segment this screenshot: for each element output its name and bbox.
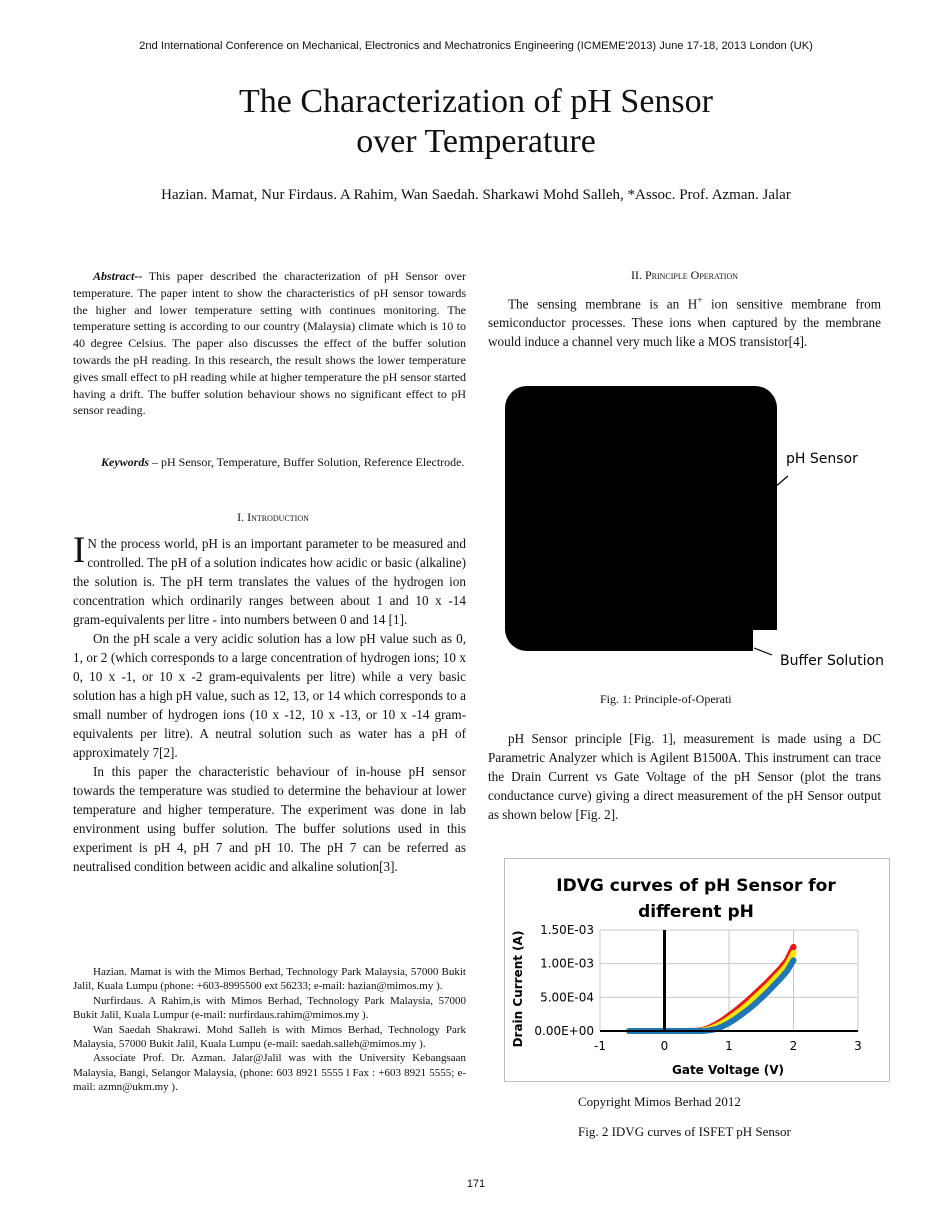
figure-1-caption: Fig. 1: Principle-of-Operati <box>600 692 732 706</box>
principle-heading-text: Principle Operation <box>644 268 738 282</box>
label-ph-sensor: pH Sensor <box>786 451 858 467</box>
y-tick-label: 1.50E-03 <box>540 923 594 937</box>
x-tick-label: 1 <box>725 1039 733 1053</box>
footnote-4: Associate Prof. Dr. Azman. Jalar@Jalil was with the University Kebangsaan Malaysia, Bangi, Selangor Malaysia, (phone: 603 8921 5555 l Fax : +603 8921 5555; e-mail: azmn@ukm.my ). <box>73 1052 466 1094</box>
abstract <box>73 268 466 419</box>
y-tick-label: 1.00E-03 <box>540 956 594 971</box>
abstract-text: This paper described the characterization of pH Sensor over temperature. The paper intent to show the characteristics of pH sensor towards the higher and lower temperature setting with continues monitoring. The temperature setting is according to our country (Malaysia) climate which is 10 to 40 degree Celsius. The paper also discusses the effect of the buffer solution towards the pH reading. In this research, the result shows the lower temperature gives small effect to pH reading while at higher temperature the pH sensor started having a drift. The buffer solution behaviour shows no significant effect to pH sensor reading. <box>73 269 466 418</box>
figure-2-copyright: Copyright Mimos Berhad 2012 <box>578 1094 741 1109</box>
idvg-chart <box>504 858 890 1082</box>
intro-heading-text: Introduction <box>247 510 309 524</box>
intro-heading-num: I. <box>237 510 248 524</box>
paper-title <box>0 82 952 162</box>
principle-paragraph-2: pH Sensor principle [Fig. 1], measurement is made using a DC Parametric Analyzer which is Agilent B1500A. This instrument can trace the Drain Current vs Gate Voltage of the pH Sensor (plot the trans conductance curve) giving a direct measurement of the pH Sensor output as shown below [Fig. 2]. <box>488 731 881 822</box>
x-tick-label: 2 <box>789 1039 798 1053</box>
keywords-label: Keywords <box>101 455 149 469</box>
footnotes <box>73 965 466 1095</box>
x-tick-label: 3 <box>854 1039 862 1053</box>
footnote-3: Wan Saedah Shakrawi. Mohd Salleh is with Mimos Berhad, Technology Park Malaysia, 57000 Bukit Jalil, Kuala Lumpu (e-mail: saedah.salleh@mimos.my ). <box>73 1023 466 1051</box>
figure-1 <box>488 380 908 680</box>
keywords-text: – pH Sensor, Temperature, Buffer Solution, Reference Electrode. <box>149 455 465 469</box>
y-tick-label: 5.00E-04 <box>540 990 594 1005</box>
principle-paragraph-1: The sensing membrane is an H+ ion sensitive membrane from semiconductor processes. These ions when captured by the membrane would induce a channel very much like a MOS transistor[4]. <box>488 295 881 350</box>
intro-heading <box>73 510 473 525</box>
keywords <box>73 454 466 471</box>
principle-heading-num: II. <box>630 268 645 282</box>
x-tick-label: 0 <box>660 1039 669 1053</box>
title-line-2: over Temperature <box>356 123 596 160</box>
intro-paragraph-3: In this paper the characteristic behaviour of in-house pH sensor towards the temperature was studied to determine the behaviour at lower temperature and higher temperature. The experiment was done in lab environment using buffer solution. The buffer solutions used in this experiment is pH 4, pH 7 and pH 10. The pH 7 can be referred as neutralised condition between acidic and alkaline solution[3]. <box>73 764 466 874</box>
principle-heading <box>488 268 881 283</box>
y-axis-label: Drain Current (A) <box>511 930 525 1048</box>
conference-header: 2nd International Conference on Mechanical, Electronics and Mechatronics Engineering (ICMEME'2013) June 17-18, 2013 London (UK) <box>139 40 813 52</box>
chart-title-line-1: IDVG curves of pH Sensor for <box>556 876 836 896</box>
superscript-plus: + <box>697 295 703 305</box>
figure-corner-notch <box>753 630 783 660</box>
label-buffer-solution: Buffer Solution <box>780 653 884 669</box>
drop-cap: I <box>73 530 86 571</box>
figure-2-caption: Fig. 2 IDVG curves of ISFET pH Sensor <box>578 1124 791 1139</box>
intro-paragraph-1: I N the process world, pH is an important parameter to be measured and controlled. The pH of a solution indicates how acidic or basic (alkaline) the solution is. The pH term translates the values of the hydrogen ion concentration which ordinarily ranges between about 1 and 10 x -14 gram-equivalents per litre - into numbers between 0 and 14 [1]. <box>73 530 466 627</box>
footnote-2: Nurfirdaus. A Rahim,is with Mimos Berhad, Technology Park Malaysia, 57000 Bukit Jalil, Kuala Lumpur (e-mail: nurfirdaus.rahim@mimos.my ). <box>73 994 466 1022</box>
x-axis-label: Gate Voltage (V) <box>672 1063 784 1077</box>
authors: Hazian. Mamat, Nur Firdaus. A Rahim, Wan Saedah. Sharkawi Mohd Salleh, *Assoc. Prof. Azman. Jalar <box>161 187 791 203</box>
abstract-label: Abstract-- <box>93 269 143 283</box>
sensor-photo-blackout <box>505 386 777 651</box>
footnote-1: Hazian. Mamat is with the Mimos Berhad, Technology Park Malaysia, 57000 Bukit Jalil, Kuala Lumpu (phone: +603-8995500 ext 56233; e-mail: hazian@mimos.my ). <box>73 966 466 993</box>
intro-body <box>73 530 466 876</box>
chart-title-line-2: different pH <box>638 902 754 922</box>
page-number: 171 <box>466 1178 486 1190</box>
y-tick-label: 0.00E+00 <box>534 1024 594 1038</box>
title-line-1: The Characterization of pH Sensor <box>239 83 713 120</box>
x-tick-label: -1 <box>594 1039 606 1053</box>
intro-paragraph-2: On the pH scale a very acidic solution has a low pH value such as 0, 1, or 2 (which corresponds to a large concentration of hydrogen ions; 10 x 0, 10 x -1, or 10 x -2 gram-equivalents per litre) while a very basic solution has a high pH value, such as 12, 13, or 14 which corresponds to a small number of hydrogen ions (10 x -12, 10 x -13, or 10 x -14 gram-equivalents per litre). A neutral solution such as water has a pH of approximately 7[2]. <box>73 631 466 760</box>
